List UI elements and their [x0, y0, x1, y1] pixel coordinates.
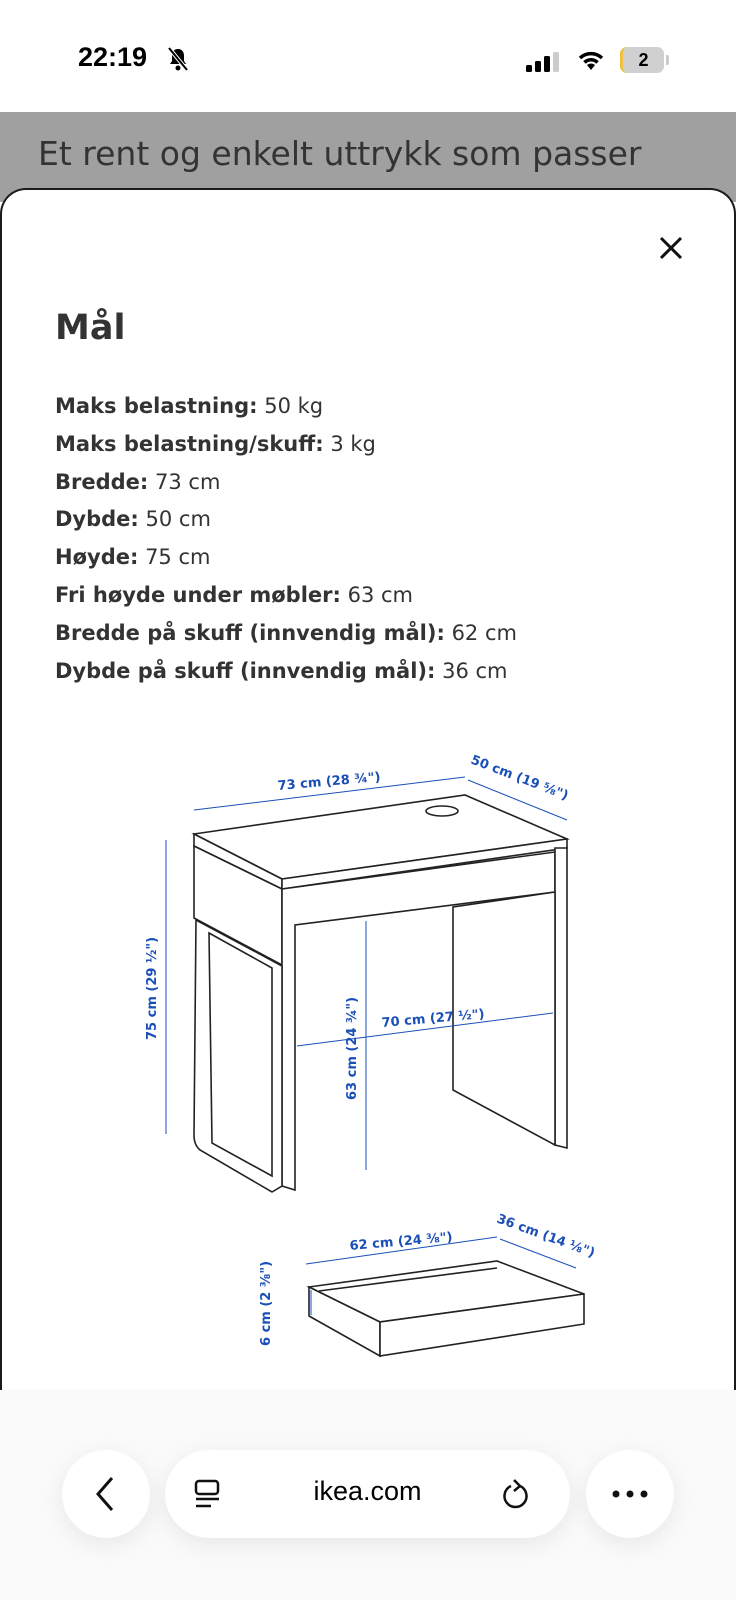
close-icon[interactable]: [655, 232, 687, 264]
spec-label: Dybde:: [55, 507, 139, 532]
battery-indicator: 2: [620, 47, 664, 73]
spec-label: Høyde:: [55, 545, 139, 570]
spec-value: 3 kg: [330, 431, 376, 456]
spec-label: Bredde:: [55, 469, 149, 494]
spec-clearance: [55, 577, 517, 615]
status-bar: [0, 0, 736, 112]
label-desk-height: 75 cm (29 ½"): [145, 936, 160, 1040]
spec-value: 73 cm: [155, 469, 221, 494]
label-drawer-depth: 36 cm (14 ⅛"): [494, 1211, 597, 1262]
spec-list: [55, 388, 517, 690]
spec-depth: [55, 501, 517, 539]
battery-tip: [666, 55, 669, 65]
chevron-left-icon: [62, 1450, 150, 1538]
label-clearance-height: 63 cm (24 ¾"): [345, 996, 360, 1100]
spec-label: Maks belastning/skuff:: [55, 431, 324, 456]
url-text: ikea.com: [313, 1476, 422, 1506]
more-options-button[interactable]: [586, 1450, 674, 1538]
dimension-drawing: [0, 700, 736, 1360]
label-drawer-height: 6 cm (2 ⅜"): [259, 1260, 274, 1346]
cellular-signal-icon: [526, 52, 560, 72]
spec-width: [55, 464, 517, 502]
spec-value: 36 cm: [442, 658, 508, 683]
clock: 22:19: [78, 42, 148, 72]
spec-value: 75 cm: [145, 545, 211, 570]
wifi-icon: [576, 48, 606, 72]
spec-label: Maks belastning:: [55, 394, 258, 418]
spec-max-load-drawer: [55, 426, 517, 464]
spec-drawer-depth: [55, 653, 517, 691]
label-desk-depth: 50 cm (19 ⅝"): [468, 752, 571, 804]
spec-value: 50 cm: [145, 507, 211, 532]
label-inner-width: 70 cm (27 ½"): [381, 1007, 486, 1031]
spec-label: Fri høyde under møbler:: [55, 582, 341, 607]
background-heading: Et rent og enkelt uttrykk som passer: [38, 134, 642, 173]
spec-value: 50 kg: [264, 394, 324, 418]
spec-max-load: [55, 388, 517, 426]
spec-value: 62 cm: [451, 620, 517, 645]
desk-illustration: [194, 795, 567, 1192]
drawer-illustration: [309, 1261, 584, 1356]
silent-bell-icon: [166, 46, 190, 72]
back-button[interactable]: [62, 1450, 150, 1538]
label-drawer-width: 62 cm (24 ⅜"): [349, 1230, 454, 1254]
sheet-title: Mål: [55, 308, 126, 348]
spec-value: 63 cm: [347, 582, 413, 607]
address-bar[interactable]: [165, 1450, 570, 1538]
spec-height: [55, 539, 517, 577]
spec-label: Dybde på skuff (innvendig mål):: [55, 658, 436, 683]
label-desk-width: 73 cm (28 ¾"): [277, 770, 382, 794]
spec-label: Bredde på skuff (innvendig mål):: [55, 620, 445, 645]
spec-drawer-width: [55, 615, 517, 653]
reload-icon[interactable]: [500, 1477, 532, 1511]
ellipsis-icon: [586, 1450, 674, 1538]
